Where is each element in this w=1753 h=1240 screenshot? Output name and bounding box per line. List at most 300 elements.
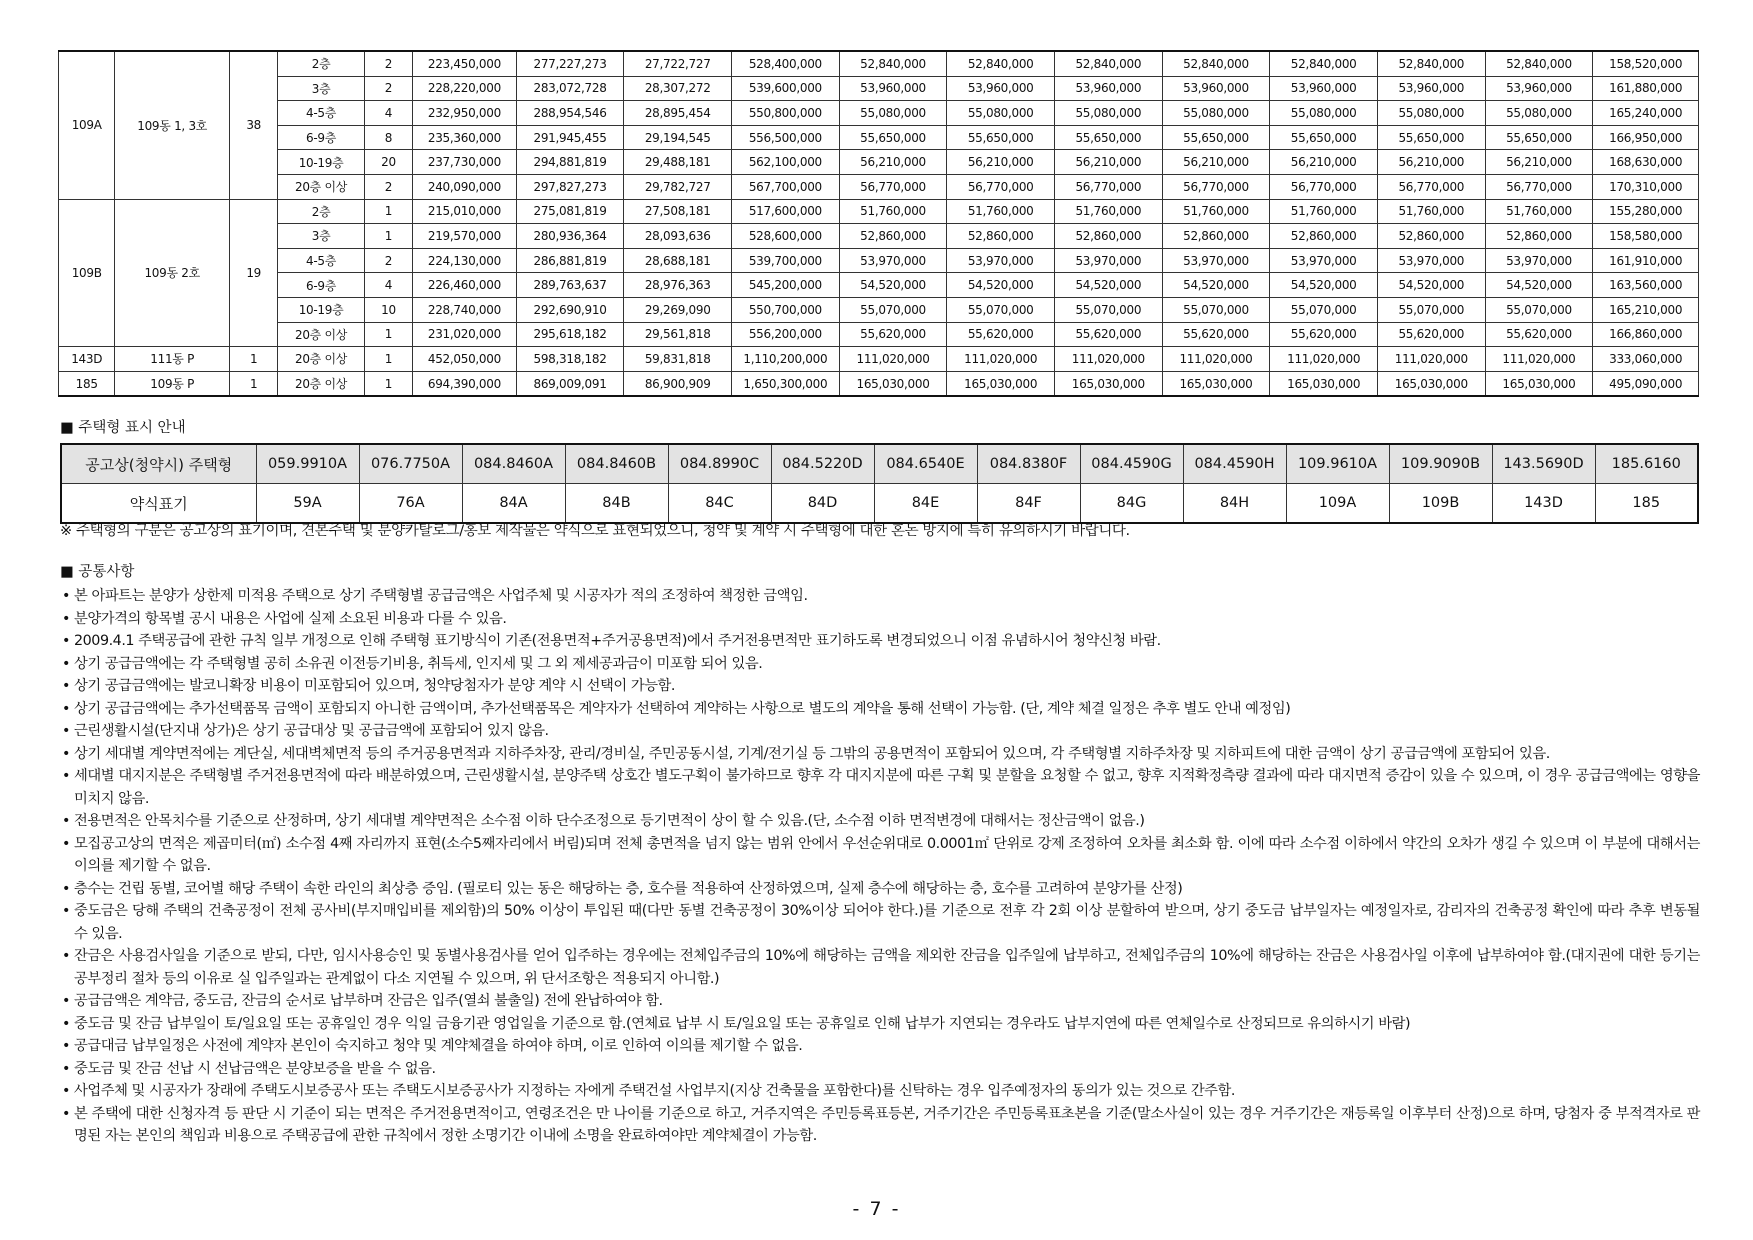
table-cell: 2 [364,174,412,199]
table-cell: 56,210,000 [839,150,947,175]
table-cell: 161,910,000 [1593,248,1699,273]
list-item [60,810,1700,833]
table-cell: 52,860,000 [1055,224,1163,249]
table-cell: 52,840,000 [1270,51,1378,76]
table-cell: 29,561,818 [624,322,732,347]
table-cell: 165,030,000 [1162,371,1270,396]
dong-cell: 109동 2호 [115,199,230,347]
table-cell: 52,860,000 [1485,224,1593,249]
type-official-cell: 185.6160 [1595,444,1698,484]
table-cell: 1 [364,322,412,347]
table-cell: 1 [364,347,412,372]
type-cell: 109A [59,51,115,199]
list-item-text: 상기 공급금액에는 발코니확장 비용이 미포함되어 있으며, 청약당첨자가 분양 계약 시 선택이 가능함. [74,678,676,694]
table-cell: 2 [364,248,412,273]
table-cell: 291,945,455 [516,125,624,150]
table-cell: 277,227,273 [516,51,624,76]
table-cell: 55,070,000 [1162,297,1270,322]
list-item [60,1013,1700,1036]
table-cell: 56,210,000 [947,150,1055,175]
table-cell: 51,760,000 [1270,199,1378,224]
table-cell: 53,970,000 [1162,248,1270,273]
table-cell: 54,520,000 [947,273,1055,298]
table-cell: 275,081,819 [516,199,624,224]
dong-cell: 109동 P [115,371,230,396]
units-cell: 1 [230,371,278,396]
table-cell: 292,690,910 [516,297,624,322]
common-title: ■ 공통사항 [60,564,135,580]
table-cell: 240,090,000 [413,174,517,199]
table-row [59,174,1699,199]
table-cell: 55,650,000 [1377,125,1485,150]
table-row [59,101,1699,126]
type-official-cell: 084.4590H [1183,444,1286,484]
table-cell: 55,650,000 [1270,125,1378,150]
table-cell: 219,570,000 [413,224,517,249]
table-cell: 232,950,000 [413,101,517,126]
bullet-icon: • [62,1083,70,1099]
table-cell: 55,080,000 [1485,101,1593,126]
type-official-cell: 084.8380F [977,444,1080,484]
bullet-icon: • [62,588,70,604]
type-official-cell: 084.8460A [462,444,565,484]
type-short-cell: 76A [359,484,462,524]
page-number: - 7 - [852,1198,901,1220]
table-cell: 53,970,000 [839,248,947,273]
type-official-cell: 084.4590G [1080,444,1183,484]
bullet-icon: • [62,813,70,829]
table-cell: 598,318,182 [516,347,624,372]
table-cell: 556,200,000 [732,322,840,347]
table-cell: 53,960,000 [1377,76,1485,101]
table-cell: 545,200,000 [732,273,840,298]
table-cell: 56,210,000 [1055,150,1163,175]
table-cell: 55,620,000 [1270,322,1378,347]
table-cell: 694,390,000 [413,371,517,396]
table-cell: 27,722,727 [624,51,732,76]
type-official-cell: 084.6540E [874,444,977,484]
bullet-icon: • [62,655,70,672]
table-cell: 53,960,000 [1485,76,1593,101]
table-cell: 52,840,000 [947,51,1055,76]
bullet-icon: • [62,633,70,649]
table-cell: 53,970,000 [1377,248,1485,273]
table-cell: 20층 이상 [278,174,365,199]
table-cell: 165,030,000 [1270,371,1378,396]
table-cell: 215,010,000 [413,199,517,224]
table-cell: 286,881,819 [516,248,624,273]
table-cell: 111,020,000 [839,347,947,372]
table-cell: 2 [364,51,412,76]
type-short-cell: 109A [1286,484,1389,524]
table-cell: 52,860,000 [947,224,1055,249]
list-item [60,720,1700,743]
table-cell: 228,740,000 [413,297,517,322]
type-short-cell: 84C [668,484,771,524]
table-cell: 165,030,000 [839,371,947,396]
table-cell: 53,960,000 [839,76,947,101]
table-cell: 56,210,000 [1485,150,1593,175]
type-official-cell: 109.9610A [1286,444,1389,484]
table-row [59,76,1699,101]
list-item [60,1103,1700,1148]
table-cell: 29,488,181 [624,150,732,175]
list-item-text: 분양가격의 항목별 공시 내용은 사업에 실제 소요된 비용과 다를 수 있음. [74,610,507,627]
table-cell: 8 [364,125,412,150]
list-item-text: 공급금액은 계약금, 중도금, 잔금의 순서로 납부하며 잔금은 입주(열쇠 불출일) 전에 완납하여야 함. [74,993,663,1009]
type-cell: 109B [59,199,115,347]
table-cell: 567,700,000 [732,174,840,199]
table-cell: 158,580,000 [1593,224,1699,249]
table-cell: 52,860,000 [1270,224,1378,249]
table-cell: 52,860,000 [839,224,947,249]
table-cell: 29,782,727 [624,174,732,199]
table-cell: 28,895,454 [624,101,732,126]
table-cell: 294,881,819 [516,150,624,175]
table-row [59,51,1699,76]
table-cell: 2층 [278,199,365,224]
table-cell: 111,020,000 [1485,347,1593,372]
type-short-cell: 84A [462,484,565,524]
table-cell: 55,650,000 [1485,125,1593,150]
list-item [60,675,1700,698]
type-cell: 185 [59,371,115,396]
bullet-icon: • [62,723,70,739]
table-cell: 166,950,000 [1593,125,1699,150]
table-cell: 165,030,000 [947,371,1055,396]
table-cell: 55,620,000 [1377,322,1485,347]
table-cell: 56,770,000 [1055,174,1163,199]
table-cell: 283,072,728 [516,76,624,101]
table-cell: 280,936,364 [516,224,624,249]
table-cell: 4-5층 [278,101,365,126]
table-cell: 51,760,000 [1162,199,1270,224]
table-cell: 333,060,000 [1593,347,1699,372]
list-item-text: 중도금은 당해 주택의 건축공정이 전체 공사비(부지매입비를 제외함)의 50% 이상이 투입된 때(다만 동별 건축공정이 30%이상 되어야 한다.)를 기준으로 전후 각 2회 이상 분할하여 받으며, 상기 중도금 납부일자는 예정일자로, 감리자의 건축공정 확인에 따라 추후 변동될 수 있음. [74,903,1700,942]
type-short-cell: 84F [977,484,1080,524]
type-short-cell: 84H [1183,484,1286,524]
table-cell: 55,070,000 [1270,297,1378,322]
table-cell: 528,400,000 [732,51,840,76]
table-cell: 223,450,000 [413,51,517,76]
bullet-icon: • [62,948,70,964]
table-cell: 55,070,000 [1055,297,1163,322]
table-cell: 56,770,000 [1485,174,1593,199]
table-cell: 56,770,000 [1162,174,1270,199]
table-cell: 155,280,000 [1593,199,1699,224]
table-cell: 869,009,091 [516,371,624,396]
table-row [59,347,1699,372]
table-cell: 20층 이상 [278,322,365,347]
table-row [59,199,1699,224]
table-cell: 517,600,000 [732,199,840,224]
table-cell: 288,954,546 [516,101,624,126]
table-cell: 111,020,000 [1162,347,1270,372]
table-cell: 111,020,000 [1377,347,1485,372]
table-cell: 6-9층 [278,273,365,298]
list-item [60,743,1700,766]
table-cell: 56,770,000 [839,174,947,199]
bullet-icon: • [62,1060,70,1077]
type-short-cell: 84D [771,484,874,524]
table-cell: 51,760,000 [1485,199,1593,224]
table-cell: 54,520,000 [1270,273,1378,298]
table-cell: 55,650,000 [1162,125,1270,150]
table-cell: 55,080,000 [1377,101,1485,126]
table-row [59,150,1699,175]
list-item-text: 본 아파트는 분양가 상한제 미적용 주택으로 상기 주택형별 공급금액은 사업주체 및 시공자가 적의 조정하여 책정한 금액임. [74,588,808,604]
list-item-text: 상기 공급금액에는 추가선택품목 금액이 포함되지 아니한 금액이며, 추가선택품목은 계약자가 선택하여 계약하는 사항으로 별도의 계약을 통해 선택이 가능함. (단, 계약 체결 일정은 추후 별도 안내 예정임) [74,700,1291,717]
table-row [59,248,1699,273]
list-item [60,833,1700,878]
list-item-text: 공급대금 납부일정은 사전에 계약자 본인이 숙지하고 청약 및 계약체결을 하여야 하며, 이로 인하여 이의를 제기할 수 없음. [74,1038,803,1054]
table-cell: 1 [364,371,412,396]
table-cell: 53,960,000 [947,76,1055,101]
list-item-text: 중도금 및 잔금 선납 시 선납금액은 분양보증을 받을 수 없음. [74,1060,436,1077]
table-cell: 237,730,000 [413,150,517,175]
table-cell: 4 [364,273,412,298]
table-cell: 539,600,000 [732,76,840,101]
bullet-icon: • [62,700,70,717]
type-cell: 143D [59,347,115,372]
table-cell: 54,520,000 [1485,273,1593,298]
table-cell: 53,960,000 [1270,76,1378,101]
table-cell: 53,970,000 [1055,248,1163,273]
table-cell: 228,220,000 [413,76,517,101]
list-item [60,765,1700,810]
table-cell: 170,310,000 [1593,174,1699,199]
table-row [59,224,1699,249]
table-cell: 56,770,000 [1377,174,1485,199]
list-item [60,630,1700,653]
table-cell: 56,210,000 [1270,150,1378,175]
list-item-text: 세대별 대지지분은 주택형별 주거전용면적에 따라 배분하였으며, 근린생활시설, 분양주택 상호간 별도구획이 불가하므로 향후 각 대지지분에 따른 구획 및 분할을 요청할 수 없고, 향후 지적확정측량 결과에 따라 대지면적 증감이 있을 수 있으며, 이 경우 공급금액에는 영향을 미치지 않음. [74,768,1700,807]
table-row [59,273,1699,298]
table-cell: 10-19층 [278,150,365,175]
table-cell: 27,508,181 [624,199,732,224]
table-cell: 55,620,000 [839,322,947,347]
table-row [59,297,1699,322]
table-cell: 168,630,000 [1593,150,1699,175]
table-cell: 289,763,637 [516,273,624,298]
table-cell: 1,110,200,000 [732,347,840,372]
table-cell: 528,600,000 [732,224,840,249]
table-cell: 165,030,000 [1377,371,1485,396]
list-item-text: 사업주체 및 시공자가 장래에 주택도시보증공사 또는 주택도시보증공사가 지정하는 자에게 주택건설 사업부지(지상 건축물을 포함한다)를 신탁하는 경우 입주예정자의 동의가 있는 것으로 간주함. [74,1083,1236,1099]
type-official-cell: 084.5220D [771,444,874,484]
table-cell: 53,970,000 [1485,248,1593,273]
bullet-icon: • [62,745,70,762]
list-item-text: 상기 공급금액에는 각 주택형별 공히 소유권 이전등기비용, 취득세, 인지세 및 그 외 제세공과금이 미포함 되어 있음. [74,655,763,672]
units-cell: 19 [230,199,278,347]
table-cell: 235,360,000 [413,125,517,150]
table-cell: 165,030,000 [1055,371,1163,396]
table-cell: 1 [364,199,412,224]
type-official-cell: 059.9910A [256,444,359,484]
table-row [59,371,1699,396]
bullet-icon: • [62,1015,70,1032]
table-cell: 539,700,000 [732,248,840,273]
type-row-header: 약식표기 [61,484,256,524]
table-cell: 158,520,000 [1593,51,1699,76]
table-cell: 111,020,000 [947,347,1055,372]
dong-cell: 109동 1, 3호 [115,51,230,199]
table-cell: 53,970,000 [1270,248,1378,273]
table-cell: 52,840,000 [839,51,947,76]
bullet-icon: • [62,903,70,919]
table-row [59,125,1699,150]
units-cell: 38 [230,51,278,199]
list-item [60,900,1700,945]
table-cell: 111,020,000 [1055,347,1163,372]
price-table [58,50,1699,397]
table-cell: 55,070,000 [1377,297,1485,322]
housing-type-table [60,443,1699,524]
list-item [60,1080,1700,1103]
table-cell: 28,093,636 [624,224,732,249]
table-cell: 28,688,181 [624,248,732,273]
table-cell: 20 [364,150,412,175]
table-cell: 556,500,000 [732,125,840,150]
type-official-cell: 109.9090B [1389,444,1492,484]
table-cell: 52,840,000 [1485,51,1593,76]
table-cell: 295,618,182 [516,322,624,347]
table-cell: 29,194,545 [624,125,732,150]
type-short-cell: 143D [1492,484,1595,524]
table-cell: 55,080,000 [947,101,1055,126]
table-cell: 10-19층 [278,297,365,322]
type-short-cell: 59A [256,484,359,524]
table-cell: 55,620,000 [1485,322,1593,347]
type-short-cell: 84E [874,484,977,524]
table-cell: 111,020,000 [1270,347,1378,372]
table-cell: 29,269,090 [624,297,732,322]
table-cell: 55,620,000 [1055,322,1163,347]
table-cell: 161,880,000 [1593,76,1699,101]
list-item-text: 상기 세대별 계약면적에는 계단실, 세대벽체면적 등의 주거공용면적과 지하주차장, 관리/경비실, 주민공동시설, 기계/전기실 등 그밖의 공용면적이 포함되어 있으며, 각 주택형별 지하주차장 및 지하피트에 대한 금액이 상기 공급금액에 포함되어 있음. [74,745,1550,762]
bullet-icon: • [62,768,70,784]
table-cell: 56,210,000 [1162,150,1270,175]
table-cell: 452,050,000 [413,347,517,372]
type-official-cell: 084.8460B [565,444,668,484]
bullet-icon: • [62,678,70,694]
table-cell: 2 [364,76,412,101]
list-item-text: 층수는 건립 동별, 코어별 해당 주택이 속한 라인의 최상층 증임. (필로티 있는 동은 해당하는 층, 호수를 적용하여 산정하였으며, 실제 층수에 해당하는 층, 호수를 고려하여 분양가를 산정) [74,880,1183,897]
table-cell: 3층 [278,224,365,249]
list-item-text: 중도금 및 잔금 납부일이 토/일요일 또는 공휴일인 경우 익일 금융기관 영업일을 기준으로 함.(연체료 납부 시 토/일요일 또는 공휴일로 인해 납부가 지연되는 경우라도 납부지연에 따른 연체일수로 산정되므로 유의하시기 바람) [74,1015,1411,1032]
list-item [60,608,1700,631]
type-row-official [61,444,1698,484]
table-cell: 55,620,000 [947,322,1055,347]
common-list [60,585,1700,1148]
table-cell: 1,650,300,000 [732,371,840,396]
list-item [60,698,1700,721]
bullet-icon: • [62,835,70,852]
table-cell: 55,070,000 [839,297,947,322]
table-cell: 297,827,273 [516,174,624,199]
table-cell: 51,760,000 [947,199,1055,224]
table-cell: 495,090,000 [1593,371,1699,396]
list-item [60,585,1700,608]
table-cell: 86,900,909 [624,371,732,396]
table-cell: 28,976,363 [624,273,732,298]
list-item-text: 모집공고상의 면적은 제곱미터(㎡) 소수점 4째 자리까지 표현(소수5째자리에서 버림)되며 전체 총면적을 넘지 않는 범위 안에서 우선순위대로 0.0001㎡ 단위로 강제 조정하여 오차를 최소화 함. 이에 따라 소수점 이하에서 약간의 오차가 생길 수 있으며 이 부분에 대해서는 이의를 제기할 수 없음. [74,835,1700,874]
table-cell: 562,100,000 [732,150,840,175]
table-cell: 51,760,000 [1377,199,1485,224]
table-cell: 224,130,000 [413,248,517,273]
table-cell: 55,080,000 [1055,101,1163,126]
table-cell: 4 [364,101,412,126]
list-item-text: 본 주택에 대한 신청자격 등 판단 시 기준이 되는 면적은 주거전용면적이고, 연령조건은 만 나이를 기준으로 하고, 거주지역은 주민등록표등본, 거주기간은 주민등록표초본을 기준(말소사실이 있는 경우 거주기간은 재등록일 이후부터 산정)으로 하며, 당첨자 중 부적격자로 판명된 자는 본인의 책임과 비용으로 주택공급에 관한 규칙에서 정한 소명기간 이내에 소명을 완료하여야만 계약체결이 가능함. [74,1105,1700,1144]
table-cell: 226,460,000 [413,273,517,298]
table-cell: 51,760,000 [839,199,947,224]
table-cell: 55,070,000 [1485,297,1593,322]
table-cell: 231,020,000 [413,322,517,347]
type-official-cell: 084.8990C [668,444,771,484]
table-cell: 28,307,272 [624,76,732,101]
table-cell: 165,030,000 [1485,371,1593,396]
table-cell: 54,520,000 [839,273,947,298]
table-cell: 56,210,000 [1377,150,1485,175]
list-item [60,1035,1700,1058]
table-cell: 550,700,000 [732,297,840,322]
table-cell: 6-9층 [278,125,365,150]
bullet-icon: • [62,880,70,897]
table-cell: 53,960,000 [1055,76,1163,101]
table-cell: 55,080,000 [839,101,947,126]
bullet-icon: • [62,993,70,1009]
table-cell: 56,770,000 [947,174,1055,199]
table-cell: 53,960,000 [1162,76,1270,101]
table-cell: 20층 이상 [278,347,365,372]
table-cell: 20층 이상 [278,371,365,396]
table-cell: 54,520,000 [1162,273,1270,298]
housing-type-note: ※ 주택형의 구분은 공고상의 표기이며, 견본주택 및 분양카탈로그/홍보 제작물은 약식으로 표현되었으니, 청약 및 계약 시 주택형에 대한 혼돈 방지에 특히 유의하시기 바랍니다. [60,523,1130,539]
table-cell: 10 [364,297,412,322]
table-cell: 55,650,000 [839,125,947,150]
table-cell: 54,520,000 [1055,273,1163,298]
table-cell: 52,840,000 [1377,51,1485,76]
type-short-cell: 84G [1080,484,1183,524]
bullet-icon: • [62,1038,70,1054]
units-cell: 1 [230,347,278,372]
dong-cell: 111동 P [115,347,230,372]
table-cell: 1 [364,224,412,249]
type-short-cell: 185 [1595,484,1698,524]
table-cell: 165,210,000 [1593,297,1699,322]
list-item-text: 잔금은 사용검사일을 기준으로 받되, 다만, 임시사용승인 및 동별사용검사를 얻어 입주하는 경우에는 전체입주금의 10%에 해당하는 금액을 제외한 잔금을 입주일에 납부하고, 전체입주금의 10%에 해당하는 잔금은 사용검사일 이후에 납부하여야 함.(대지권에 대한 등기는 공부정리 절차 등의 이유로 실 입주일과는 관계없이 다소 지연될 수 있으며, 위 단서조항은 적용되지 아니함.) [74,948,1700,987]
table-cell: 55,080,000 [1162,101,1270,126]
type-short-cell: 109B [1389,484,1492,524]
table-cell: 51,760,000 [1055,199,1163,224]
table-cell: 55,080,000 [1270,101,1378,126]
type-official-cell: 076.7750A [359,444,462,484]
table-cell: 59,831,818 [624,347,732,372]
table-cell: 52,840,000 [1162,51,1270,76]
bullet-icon: • [62,610,70,627]
table-row [59,322,1699,347]
type-official-cell: 143.5690D [1492,444,1595,484]
table-cell: 2층 [278,51,365,76]
list-item [60,945,1700,990]
table-cell: 55,650,000 [947,125,1055,150]
type-row-header: 공고상(청약시) 주택형 [61,444,256,484]
type-short-cell: 84B [565,484,668,524]
table-cell: 52,860,000 [1162,224,1270,249]
table-cell: 55,650,000 [1055,125,1163,150]
table-cell: 4-5층 [278,248,365,273]
list-item-text: 전용면적은 안목치수를 기준으로 산정하며, 상기 세대별 계약면적은 소수점 이하 단수조정으로 등기면적이 상이 할 수 있음.(단, 소수점 이하 면적변경에 대해서는 정산금액이 없음.) [74,813,1145,829]
